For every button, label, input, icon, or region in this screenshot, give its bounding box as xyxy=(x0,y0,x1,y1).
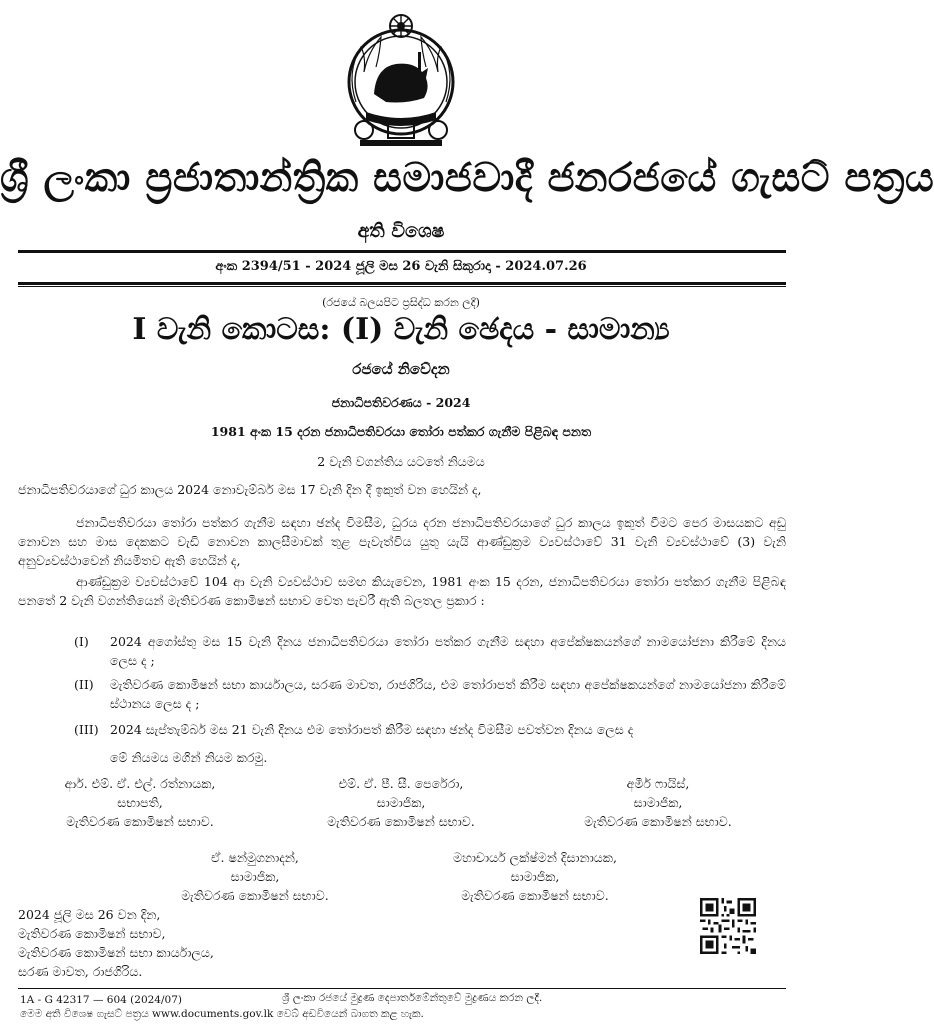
signatory-body: මැතිවරණ කොමිෂන් සභාව. xyxy=(584,814,732,829)
order-line: මේ නියමය මගින් නියම කරමු. xyxy=(110,750,268,765)
signatory-role: සාමාජික, xyxy=(230,869,280,884)
list-item-text: මැතිවරණ කොමිෂන් සභා කාර්යාලය, සරණ මාවත, රාජගිරිය, එම තෝරාපත් කිරීම සඳහා අපේක්ෂකයන්ගේ නාමයෝජනා කිරීමේ ස්ථානය ලෙස ද ; xyxy=(110,677,786,711)
print-code: 1A - G 42317 — 604 (2024/07) xyxy=(20,994,182,1006)
list-item-text: 2024 සැප්තැම්බර් මස 21 වැනි දිනය එම තෝරාපත් කිරීම සඳහා ඡන්ද විමසීම පවත්වන දිනය ලෙස ද xyxy=(110,722,634,737)
paragraph-1: ජනාධිපතිවරයාගේ ධුර කාලය 2024 නොවැම්බර් මස 17 වැනි දින දී ඉකුත් වන හෙයින් ද, xyxy=(18,482,482,497)
signatory-role: සාමාජික, xyxy=(510,869,560,884)
download-note: මෙම අති විශෙෂ ගැසට් පත්‍රය www.documents.gov.lk වෙබ් අඩවියෙන් බාගත කළ හැක. xyxy=(20,1008,424,1020)
signatory-role: සාමාජික, xyxy=(633,795,683,810)
signatory-body: මැතිවරණ කොමිෂන් සභාව. xyxy=(181,888,329,903)
footer-rule xyxy=(18,988,786,989)
signatory-block xyxy=(395,848,675,905)
signatory-name: එම්. ඒ. පී. සී. පෙරේරා, xyxy=(338,776,464,791)
part-title: I වැනි කොටස: (I) වැනි ඡෙදය - සාමාන්‍ය xyxy=(132,312,670,347)
header-rule-top xyxy=(18,250,786,253)
printer-note: ශ්‍රී ලංකා රජයේ මුද්‍රණ දෙපාර්තමේන්තුවේ මුද්‍රණය කරන ලදී. xyxy=(282,992,543,1004)
qr-code-icon xyxy=(700,898,756,954)
signatory-name: ඒ. ෂන්මුගනාදන්, xyxy=(211,850,299,865)
signatory-block xyxy=(528,774,788,831)
signatory-name: මහාචාර්ය ලක්ෂ්මන් දිසානායක, xyxy=(453,850,617,865)
office-line: මැතිවරණ කොමිෂන් සභා කාර්යාලය, xyxy=(18,945,214,960)
paragraph-3: ආණ්ඩුක්‍රම ව්‍යවස්ථාවේ 104 ආ වැනි ව්‍යවස්ථාව සමඟ කියැවෙන, 1981 අංක 15 දරන, ජනාධිපතිවරයා තෝරා පත්කර ගැනීම පිළිබඳ පනතේ 2 වැනි වගන්තියෙන් මැතිවරණ කොමිෂන් සභාව වෙත පැවරී ඇති බලතල ප්‍රකාර : xyxy=(18,574,786,608)
header-rule-bottom xyxy=(18,282,786,285)
signatory-block xyxy=(125,848,385,905)
authority-note: (රජයේ බලයපිට ප්‍රසිද්ධ කරන ලදී) xyxy=(322,296,480,309)
national-emblem-icon xyxy=(336,12,466,152)
signatory-role: සභාපති, xyxy=(117,795,163,810)
election-title: ජනාධිපතිවරණය - 2024 xyxy=(331,395,471,410)
gazette-subtitle: අති විශෙෂ xyxy=(357,220,445,242)
date-line: 2024 ජූලි මස 26 වන දින, xyxy=(18,907,161,922)
address-line: සරණ මාවත, රාජගිරිය. xyxy=(18,964,143,979)
list-item xyxy=(74,632,786,670)
signatory-name: අමීර් ෆායිස්, xyxy=(626,776,690,791)
signatory-body: මැතිවරණ කොමිෂන් සභාව. xyxy=(66,814,214,829)
list-item xyxy=(74,675,786,713)
act-title: 1981 අංක 15 දරන ජනාධිපතිවරයා තෝරා පත්කර ගැනීම පිළිබඳ පනත xyxy=(210,424,592,439)
signatory-name: ආර්. එම්. ඒ. එල්. රත්නායක, xyxy=(64,776,216,791)
list-item-number: (III) xyxy=(74,722,99,737)
gazette-title: ශ්‍රී ලංකා ප්‍රජාතාන්ත්‍රික සමාජවාදී ජනරජයේ ගැසට් පත්‍රය xyxy=(0,155,934,201)
header-rule-thin xyxy=(18,286,786,287)
rule-heading: 2 වැනි වගන්තිය යටතේ නියමය xyxy=(317,454,485,469)
signatory-block xyxy=(281,774,521,831)
list-item-number: (II) xyxy=(74,677,94,692)
list-item-number: (I) xyxy=(74,634,89,649)
office-line: මැතිවරණ කොමිෂන් සභාව, xyxy=(18,926,166,941)
signatory-role: සාමාජික, xyxy=(376,795,426,810)
list-item-text: 2024 අගෝස්තු මස 15 වැනි දිනය ජනාධිපතිවරයා තෝරා පත්කර ගැනීම සඳහා අපේක්ෂකයන්ගේ නාමයෝජනා කිරීමේ දිනය ලෙස ද ; xyxy=(110,634,786,668)
paragraph-2: ජනාධිපතිවරයා තෝරා පත්කර ගැනීම සඳහා ඡන්ද විමසීම, ධුරය දරන ජනාධිපතිවරයාගේ ධුර කාලය ඉකුත් වීමට පෙර මාසයකට අඩු නොවන සහ මාස දෙකකට වැඩි නොවන කාලසීමාවක් තුළ පැවැත්විය යුතු යැයි ආණ්ඩුක්‍රම ව්‍යවස්ථාවේ 31 වැනි ව්‍යවස්ථාවේ (3) වැනි අනුව්‍යවස්ථාවෙන් නියමිතව ඇති හෙයින් ද, xyxy=(18,515,786,568)
signatory-body: මැතිවරණ කොමිෂන් සභාව. xyxy=(461,888,609,903)
date-place-block xyxy=(18,905,214,981)
notice-type: රජයේ නිවේදන xyxy=(352,360,450,378)
signatory-body: මැතිවරණ කොමිෂන් සභාව. xyxy=(327,814,475,829)
signatory-block xyxy=(20,774,260,831)
issue-line: අංක 2394/51 - 2024 ජූලි මස 26 වැනි සිකුරාදා - 2024.07.26 xyxy=(215,259,587,274)
list-item xyxy=(74,720,786,739)
